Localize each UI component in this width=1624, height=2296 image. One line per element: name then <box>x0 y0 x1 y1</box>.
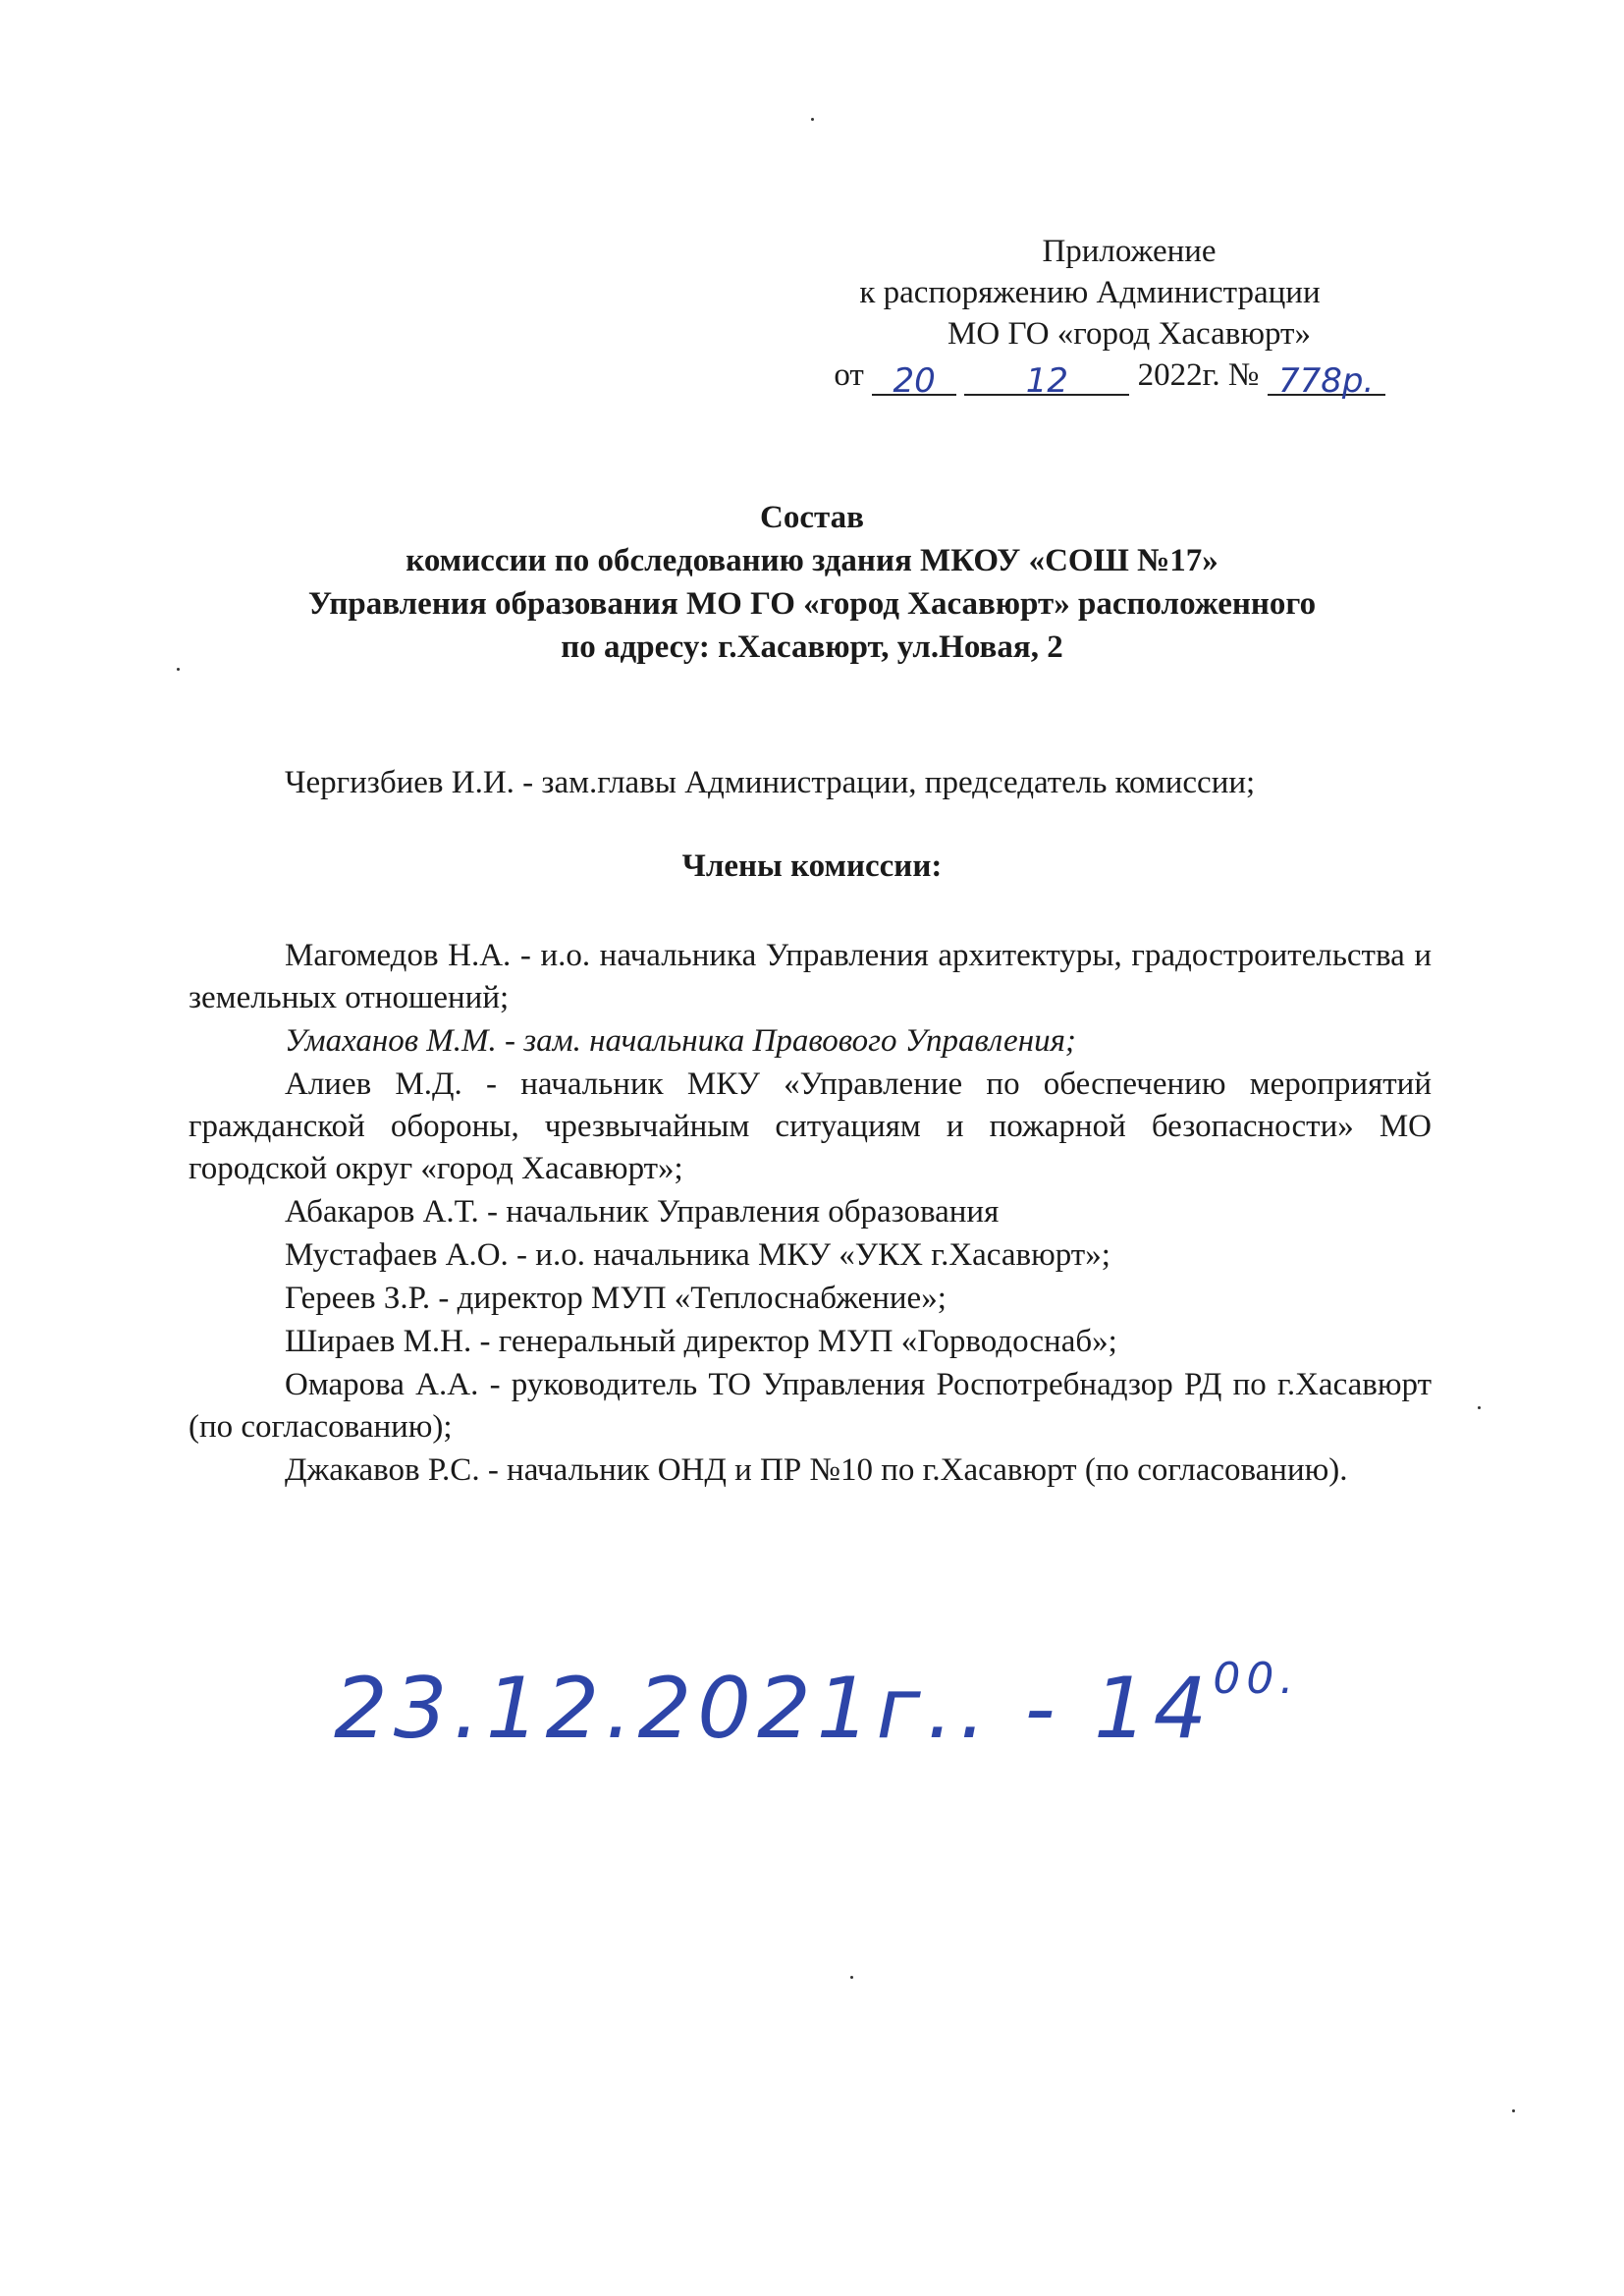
scan-speck <box>811 118 814 121</box>
appendix-label: Приложение <box>1042 234 1217 269</box>
handwritten-date-note <box>334 1654 1300 1758</box>
title-line-3: Управления образования МО ГО «город Хасавюрт» расположенного <box>307 586 1317 622</box>
handwritten-time-minutes: 00. <box>1213 1654 1300 1704</box>
date-prefix: от <box>834 357 864 393</box>
order-number: 778р. <box>1278 361 1375 401</box>
date-year: 2022г. № <box>1137 357 1260 393</box>
member-entry: Шираев М.Н. - генеральный директор МУП «Горводоснаб»; <box>285 1324 1117 1359</box>
member-entry: Гереев З.Р. - директор МУП «Теплоснабжение»; <box>285 1281 947 1316</box>
scan-speck <box>1512 2109 1515 2112</box>
order-reference: к распоряжению Администрации <box>859 275 1321 310</box>
members-heading: Члены комиссии: <box>681 848 943 884</box>
member-entry: Алиев М.Д. - начальник МКУ «Управление по обеспечению мероприятий гражданской обороны, чрезвычайным ситуациям и пожарной безопасности» МО городской округ «город Хасавюрт»; <box>189 1066 1432 1186</box>
title-line-2: комиссии по обследованию здания МКОУ «СОШ №17» <box>406 543 1218 578</box>
title-line-4: по адресу: г.Хасавюрт, ул.Новая, 2 <box>561 629 1063 665</box>
member-entry: Магомедов Н.А. - и.о. начальника Управления архитектуры, градостроительства и земельных отношений; <box>189 938 1432 1015</box>
appendix-header <box>785 231 1473 401</box>
member-entry: Абакаров А.Т. - начальник Управления образования <box>285 1194 1000 1230</box>
title-line-1: Состав <box>760 500 864 535</box>
date-month-field <box>964 360 1129 401</box>
date-day: 20 <box>893 361 936 401</box>
handwritten-date-text: 23.12.2021г.. - 14 <box>334 1660 1214 1758</box>
municipality-name: МО ГО «город Хасавюрт» <box>947 316 1311 352</box>
member-entry: Мустафаев А.О. - и.о. начальника МКУ «УКХ г.Хасавюрт»; <box>285 1237 1110 1273</box>
member-entry: Омарова А.А. - руководитель ТО Управления Роспотребнадзор РД по г.Хасавюрт (по согласованию); <box>189 1367 1432 1445</box>
members-list <box>189 935 1432 1493</box>
document-title <box>147 496 1477 669</box>
date-month: 12 <box>1025 361 1068 401</box>
member-entry: Джакавов Р.С. - начальник ОНД и ПР №10 по г.Хасавюрт (по согласованию). <box>285 1452 1348 1488</box>
date-day-field <box>872 360 956 401</box>
order-date-line <box>746 355 1473 401</box>
scan-speck <box>850 1976 853 1979</box>
member-entry: Умаханов М.М. - зам. начальника Правового Управления; <box>285 1023 1076 1059</box>
commission-chairman: Чергизбиев И.И. - зам.главы Администрации, председатель комиссии; <box>285 765 1256 800</box>
order-number-field <box>1268 360 1385 401</box>
scan-speck <box>1478 1406 1481 1409</box>
